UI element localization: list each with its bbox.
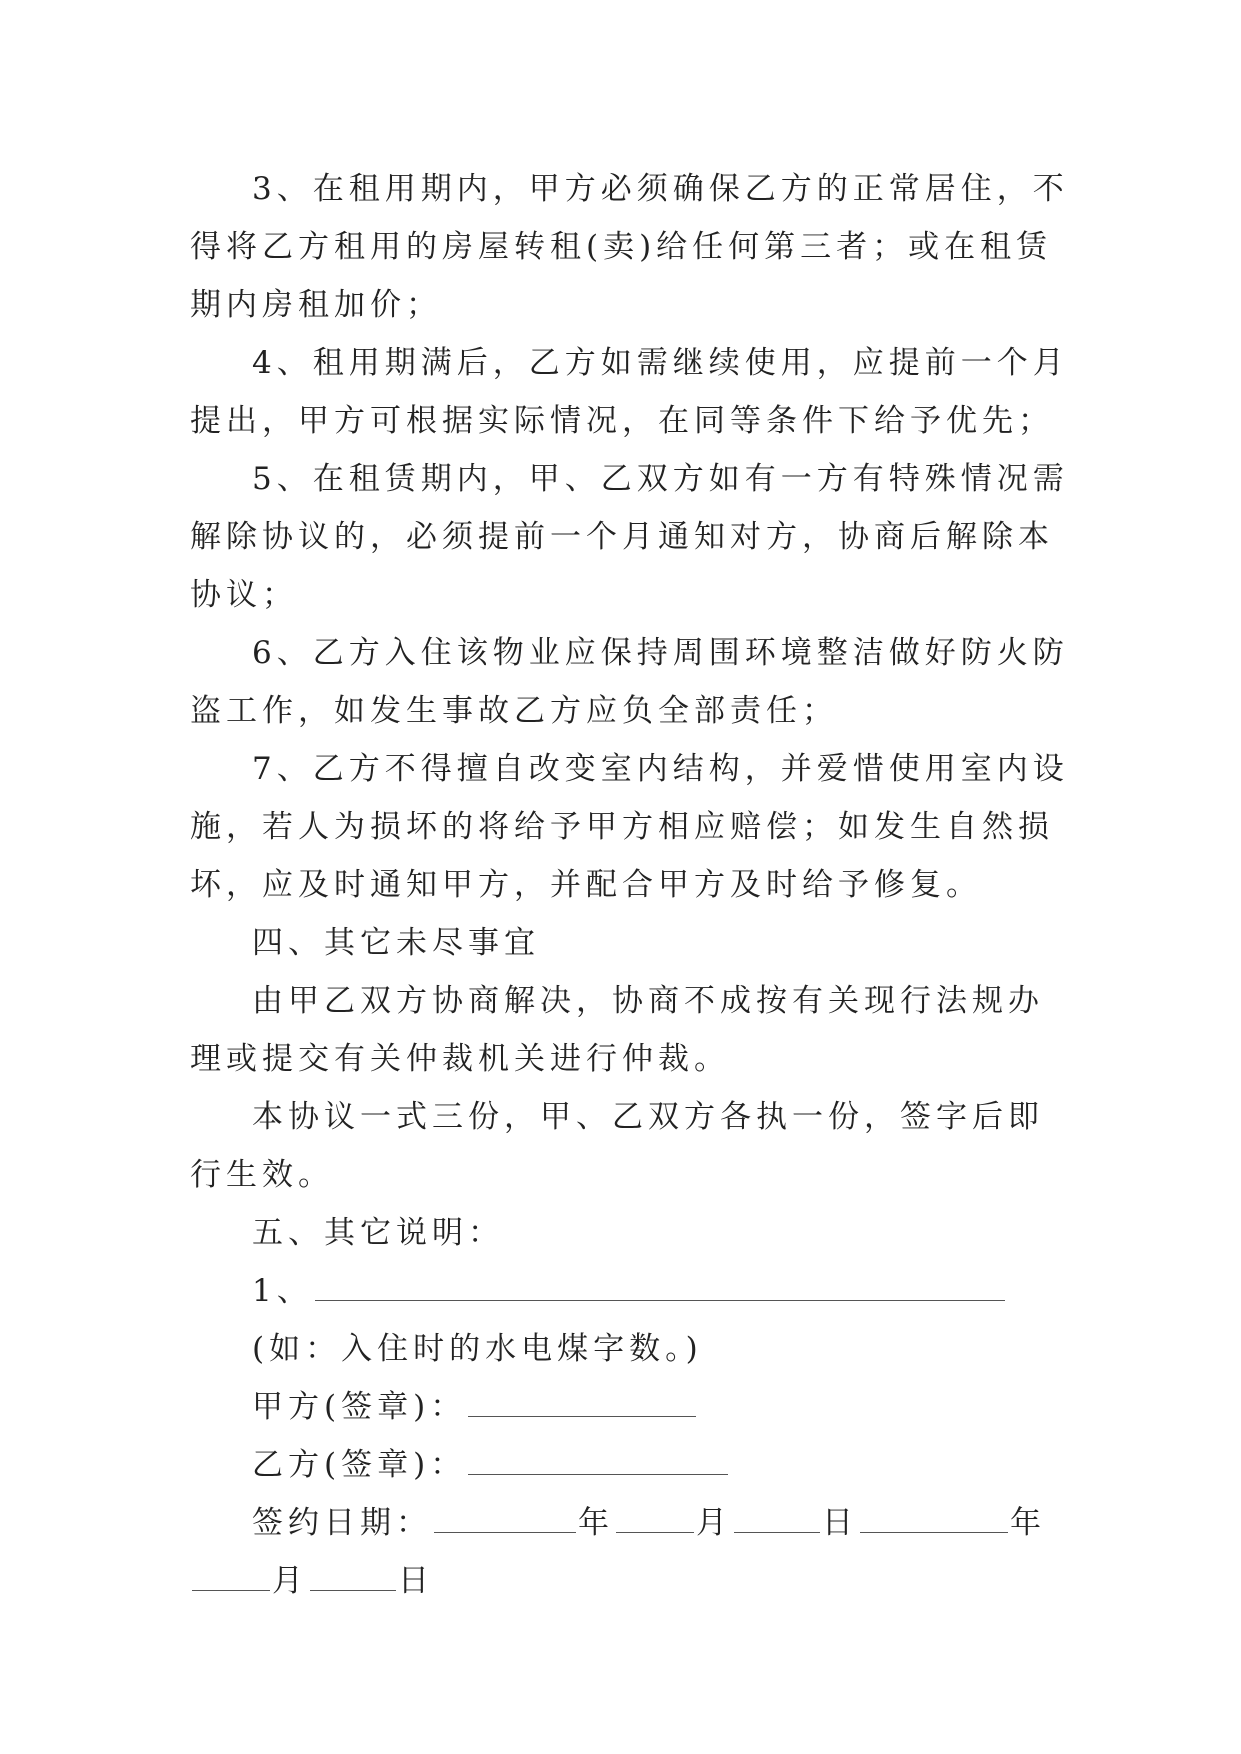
month-blank <box>616 1502 694 1533</box>
clause-5: 5、在租赁期内，甲、乙双方如有一方有特殊情况需解除协议的，必须提前一个月通知对方，协商后解除本协议； <box>190 461 1069 613</box>
signing-date-line-2 <box>190 1552 1070 1610</box>
item-1-line <box>190 1262 1070 1320</box>
year-blank <box>434 1502 576 1533</box>
year-label: 年 <box>578 1505 614 1541</box>
day-label-2: 日 <box>398 1563 434 1599</box>
clause-4: 4、租用期满后，乙方如需继续使用，应提前一个月提出，甲方可根据实际情况，在同等条件下给予优先； <box>190 345 1069 439</box>
month-label-2: 月 <box>272 1563 308 1599</box>
item-1-blank <box>315 1270 1005 1301</box>
note-line: (如：入住时的水电煤字数。) <box>252 1331 703 1367</box>
month-blank-2 <box>192 1560 270 1591</box>
year-blank-2 <box>860 1502 1008 1533</box>
section-heading-4: 四、其它未尽事宜 <box>252 925 540 961</box>
month-label: 月 <box>696 1505 732 1541</box>
party-b-label: 乙方(签章)： <box>252 1447 467 1483</box>
date-label: 签约日期： <box>252 1505 432 1541</box>
item-1-prefix: 1、 <box>252 1273 313 1309</box>
signing-date-line <box>190 1494 1070 1552</box>
clause-7: 7、乙方不得擅自改变室内结构，并爱惜使用室内设施，若人为损坏的将给予甲方相应赔偿；如发生自然损坏，应及时通知甲方，并配合甲方及时给予修复。 <box>190 751 1069 903</box>
party-a-label: 甲方(签章)： <box>252 1389 467 1425</box>
document-body <box>190 160 1070 1610</box>
party-a-blank <box>468 1386 696 1417</box>
day-blank-2 <box>310 1560 396 1591</box>
copies-statement: 本协议一式三份，甲、乙双方各执一份，签字后即行生效。 <box>190 1099 1044 1193</box>
party-b-signature-line <box>190 1436 1070 1494</box>
year-label-2: 年 <box>1010 1505 1046 1541</box>
clause-3: 3、在租用期内，甲方必须确保乙方的正常居住，不得将乙方租用的房屋转租(卖)给任何第三者；或在租赁期内房租加价； <box>190 171 1069 323</box>
day-label: 日 <box>822 1505 858 1541</box>
clause-6: 6、乙方入住该物业应保持周围环境整洁做好防火防盗工作，如发生事故乙方应负全部责任； <box>190 635 1069 729</box>
day-blank <box>734 1502 820 1533</box>
party-a-signature-line <box>190 1378 1070 1436</box>
section-heading-5: 五、其它说明： <box>252 1215 504 1251</box>
party-b-blank <box>468 1444 728 1475</box>
section-4-text: 由甲乙双方协商解决，协商不成按有关现行法规办理或提交有关仲裁机关进行仲裁。 <box>190 983 1044 1077</box>
